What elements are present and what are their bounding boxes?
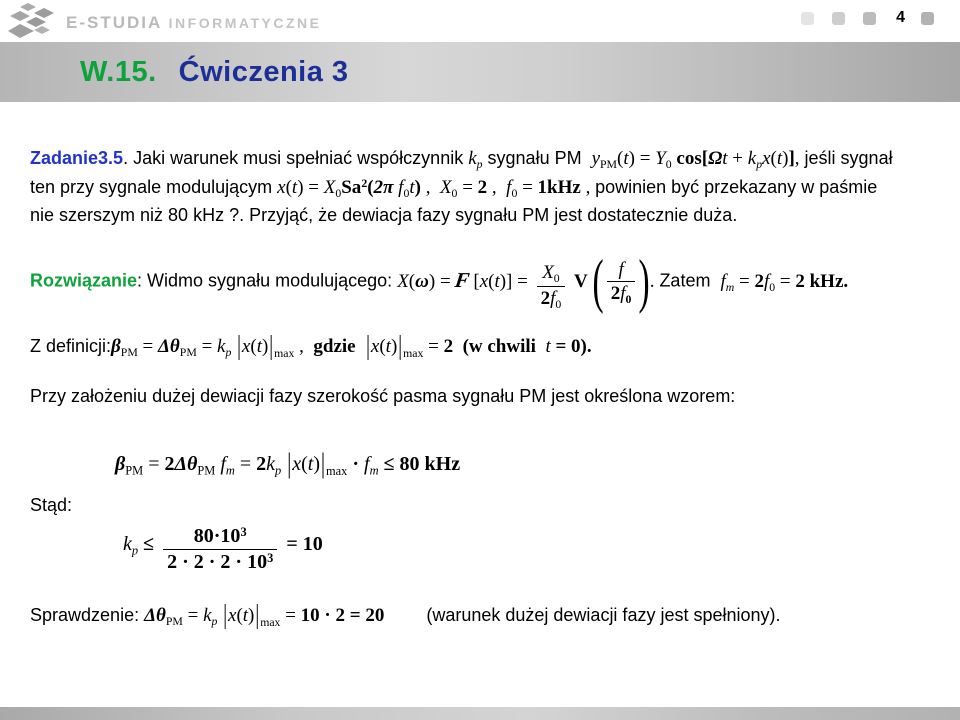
problem-text: powinien być przekazany w paśmie [595,177,878,198]
slide-title: Ćwiczenia 3 [178,55,349,88]
math-verification: $\Delta\theta_{PM} = k_p$ |x(t)|max = 10 · 2 = 20 [144,600,385,631]
verification-line [10,581,781,653]
math-definition: $\beta_{PM} = \Delta\theta_{PM} = k_p$ |x(t)|max , gdzie |x(t)|max = 2 (w chwili t = 0). [111,331,592,362]
nav-square-icon [921,12,934,25]
title-banner [0,42,960,102]
brand-primary: E-STUDIA [66,13,163,32]
problem-text: . Jaki warunek musi spełniać współczynnik [123,148,469,169]
problem-text: ten przy sygnale modulującym [30,177,278,198]
e-studia-logo-icon [8,2,60,40]
solution-label: Rozwiązanie [30,271,138,292]
nav-square-icon [801,12,814,25]
stad-line [10,471,72,541]
footer-bar [0,707,960,720]
page-indicator [783,10,934,26]
math-bandwidth: $\beta_{PM} = 2\Delta\theta_{PM}$ $f_m = 2k_p$ $|x(t)|\max \cdot f_m \le 80$ kHz [115,448,461,481]
math-fm: $f_m = 2f_0 = 2$ kHz. [720,271,849,295]
page-number: 4 [896,9,905,26]
math-modulating-signal: $x(t) = X_0Sa^2(2\pi$ $f_0t$) , $X_0 = 2$ , $f_0 = 1kHz$ , [277,177,596,201]
math-spectrum: X(ω) = F [x(t)] = $\frac{X_0}{2f_0}$ V ( $\frac{f}{2f_0}$ ) . [397,248,655,316]
definition-prefix: Z definicji: [30,336,112,357]
verification-note: (warunek dużej dewiacji fazy jest spełniony). [426,605,781,626]
header-bar [0,0,960,42]
math-pm-signal: $y_{PM}(t) = Y_0$ $\cos[\Omega t + k_px(t)]$, [591,148,800,172]
nav-square-icon [832,12,845,25]
course-code: W.15. [80,55,157,88]
bandwidth-text: Przy założeniu dużej dewiacji fazy szerokość pasma sygnału PM jest określona wzorem: [30,386,736,407]
problem-text: sygnału PM [482,148,592,169]
bandwidth-formula-line [95,428,460,502]
problem-label: Zadanie3.5 [30,148,124,169]
math-kp-bound: $k_p$ ≤ $\frac{80\cdot 10^3}{2 \cdot 2 \cdot 2 \cdot 10^3}$ = 10 [123,525,323,573]
verification-prefix: Sprawdzenie: [30,605,145,626]
brand-secondary: INFORMATYCZNE [168,15,322,31]
problem-text: nie szerszym niż 80 kHz ?. Przyjąć, że dewiacja fazy sygnału PM jest dostatecznie duża. [30,205,738,226]
solution-text: Zatem [654,271,721,292]
problem-text: jeśli sygnał [799,148,893,169]
bandwidth-text-line [10,362,735,432]
nav-square-icon [863,12,876,25]
math-kp: $k_p$ [468,148,483,172]
solution-text: : Widmo sygnału modulującego: [137,271,398,292]
brand [66,13,321,33]
stad-text: Stąd: [30,495,73,516]
